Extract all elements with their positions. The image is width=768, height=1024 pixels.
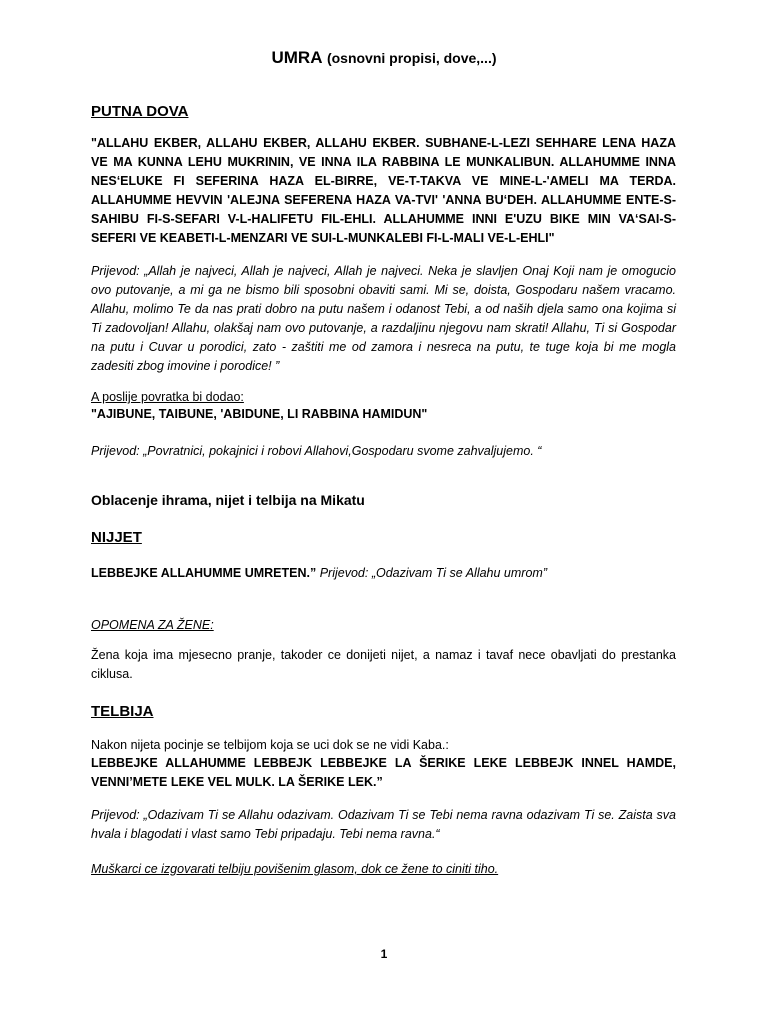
telbija-translation: Prijevod: „Odazivam Ti se Allahu odazivam. Odazivam Ti se Tebi nema ravna odazivam Ti se. Zaista sva hvala i blagodati i vlast samo Tebi pripadaju. Tebi nema ravna.“ [91,808,676,841]
title-subtitle: (osnovni propisi, dove,...) [326,50,497,66]
after-return-translation: Prijevod: „Povratnici, pokajnici i robovi Allahovi,Gospodaru svome zahvaljujemo. “ [91,444,542,458]
heading-ihram: Oblacenje ihrama, nijet i telbija na Mikatu [91,492,365,508]
telbija-text: LEBBEJKE ALLAHUMME LEBBEJK LEBBEJKE LA ŠERIKE LEKE LEBBEJK INNEL HAMDE, VENNI’METE LEKE VEL MULK. LA ŠERIKE LEK.” [91,756,676,789]
after-return-label: A poslije povratka bi dodao: [91,390,244,404]
page-title [0,48,768,68]
putna-dova-arabic: "ALLAHU EKBER, ALLAHU EKBER, ALLAHU EKBER. SUBHANE-L-LEZI SEHHARE LENA HAZA VE MA KUNNA LEHU MUKRININ, VE INNA ILA RABBINA LE MUNKALIBUN. ALLAHUMME INNA NES‘ELUKE FI SEFERINA HAZA EL-BIRRE, VE-T-TAKVA VE MINE-L-'AMELI MA TERDA. ALLAHUMME HEVVIN 'ALEJNA SEFERENA HAZA VA-TVI' 'ANNA BU‘DEH. ALLAHUMME ENTE-S-SAHIBU FI-S-SEFARI V-L-HALIFETU FIL-EHLI. ALLAHUMME INNI E'UZU BIKE MIN VA‘SAI-S-SEFERI VE KEABETI-L-MENZARI VE SUI-L-MUNKALEBI FI-L-MALI VE-L-EHLI" [91,136,676,245]
heading-nijjet: NIJJET [91,529,142,546]
nijjet-text [91,564,676,583]
heading-putna-dova: PUTNA DOVA [91,103,189,120]
warning-label: OPOMENA ZA ŽENE: [91,618,214,632]
heading-telbija: TELBIJA [91,703,154,720]
putna-dova-translation: Prijevod: „Allah je najveci, Allah je najveci, Allah je najveci. Neka je slavljen Onaj Koji nam je omogucio ovo putovanje, a mi ga ne bismo bili sposobni obaviti sami. Mi se, doista, Gospodaru našem vracamo. Allahu, molimo Te da nas prati dobro na putu našem i odanost Tebi, a od naših djela samo ona kojima si Ti zadovoljan! Allahu, olakšaj nam ovo putovanje, a razdaljinu njegovu nam skrati! Allahu, Ti si Gospodar na putu i Cuvar u porodici, zato - zaštiti me od zamora i nesreca na putu, te tuge koja bi me mogla zadesiti zbog imovine i porodice! ” [91,264,676,373]
nijjet-translation: Prijevod: „Odazivam Ti se Allahu umrom” [316,566,547,580]
title-main: UMRA [271,48,323,67]
page-number: 1 [380,947,388,961]
after-return-text: "AJIBUNE, TAIBUNE, 'ABIDUNE, LI RABBINA HAMIDUN" [91,407,428,421]
telbija-note: Muškarci ce izgovarati telbiju povišenim glasom, dok ce žene to ciniti tiho. [91,862,499,876]
telbija-intro: Nakon nijeta pocinje se telbijom koja se uci dok se ne vidi Kaba.: [91,738,449,752]
warning-text: Žena koja ima mjesecno pranje, takoder ce donijeti nijet, a namaz i tavaf nece obavljati do prestanka ciklusa. [91,648,676,681]
nijjet-arabic: LEBBEJKE ALLAHUMME UMRETEN.” [91,566,317,580]
